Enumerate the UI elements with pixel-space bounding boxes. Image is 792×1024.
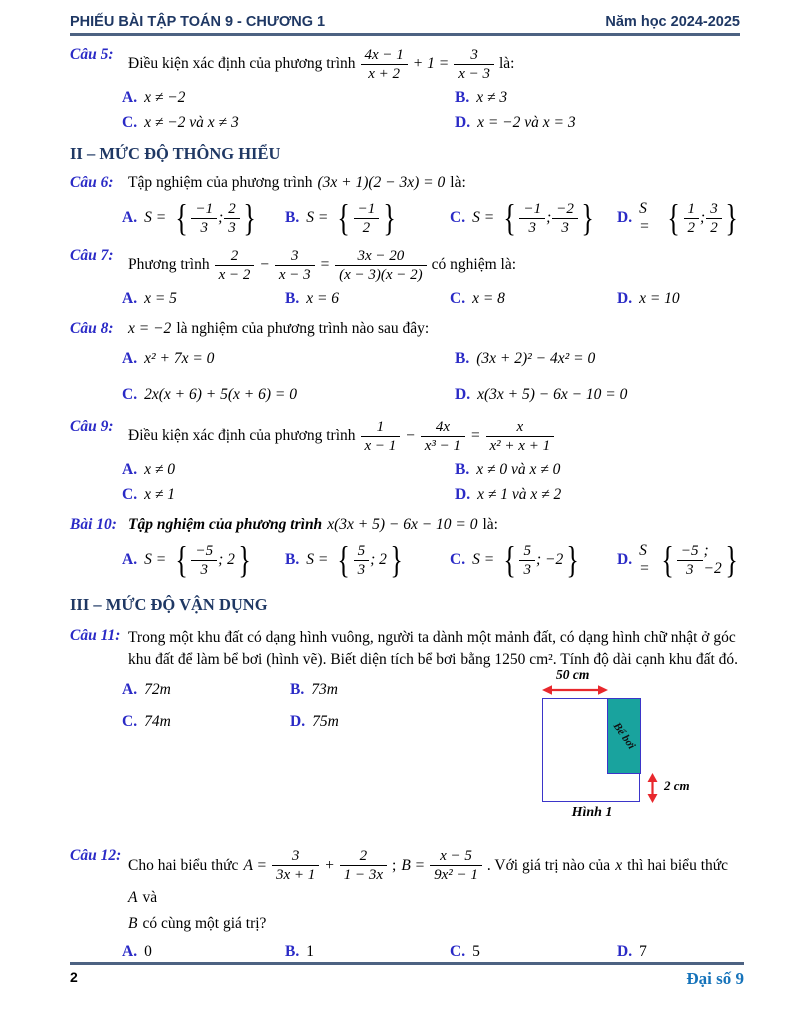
pool-rect [607, 698, 641, 774]
fraction: $\frac{2}{1 - 3x}$ [340, 847, 387, 884]
option-b: B. x = 6 [285, 289, 340, 307]
option-c: C. S = { $\frac{-1}{3}$ ; $\frac{-2}{3}$ } [450, 196, 594, 239]
question-8-options [122, 350, 740, 404]
question-8-text: x = −2 là nghiệm của phương trình nào sau đây: [128, 319, 430, 337]
question-11-bottom [70, 667, 740, 839]
question-6-options [122, 196, 740, 239]
land-square [542, 698, 640, 802]
question-5-label: Câu 5: [70, 45, 114, 63]
question-7-label: Câu 7: [70, 246, 114, 264]
width-arrow-icon [542, 684, 608, 696]
header-school-year: Năm học 2024-2025 [605, 14, 740, 30]
footer-subject: Đại số 9 [686, 968, 744, 988]
option-d: D. 75m [290, 713, 339, 731]
question-12 [70, 847, 740, 933]
question-7-options [122, 290, 740, 308]
question-11-options [122, 681, 522, 731]
question-11-label: Câu 11: [70, 626, 121, 644]
question-6-label: Câu 6: [70, 173, 114, 191]
question-12-options [122, 943, 740, 961]
question-10-text: Tập nghiệm của phương trình x(3x + 5) − 6x − 10 = 0 là: [128, 515, 498, 533]
fraction: $\frac{x - 5}{\text{9x² − 1}}$ [430, 847, 482, 884]
option-d: D. S = { $\frac{-5}{3}$ ; −2 } [617, 538, 738, 581]
question-10 [70, 516, 740, 534]
question-11 [70, 627, 740, 672]
question-12-label: Câu 12: [70, 847, 122, 865]
question-5 [70, 46, 740, 83]
question-7 [70, 247, 740, 284]
page-header [70, 14, 740, 30]
option-d: D. x(3x + 5) − 6x − 10 = 0 [455, 385, 628, 403]
section-heading-3: III – MỨC ĐỘ VẬN DỤNG [70, 594, 268, 614]
figure-hinh-1 [542, 667, 752, 827]
option-b: B. (3x + 2)² − 4x² = 0 [455, 349, 596, 367]
option-a: A. 72m [122, 681, 171, 699]
question-9-text: Điều kiện xác định của phương trình $\frac{1}{x - 1}$ − $\frac{4x}{\text{x³ − 1}}$ = $\frac{x}{\text{x² + x + 1}}$ [128, 418, 740, 455]
pool-label: Bể bơi [610, 720, 637, 752]
fraction: $\frac{1}{x - 1}$ [361, 418, 401, 455]
option-c: C. 2x(x + 6) + 5(x + 6) = 0 [122, 385, 297, 403]
header-title: PHIẾU BÀI TẬP TOÁN 9 - CHƯƠNG 1 [70, 14, 326, 30]
option-a: A. S = { $\frac{-1}{3}$ ; $\frac{2}{3}$ } [122, 196, 256, 239]
question-10-options [122, 538, 740, 581]
figure-height-label: 2 cm [664, 778, 690, 794]
option-d: D. x = −2 và x = 3 [455, 113, 576, 131]
header-rule [70, 33, 740, 36]
question-6 [70, 174, 740, 192]
option-b: B. 1 [285, 943, 314, 961]
option-c: C. S = { $\frac{5}{3}$ ; −2 } [450, 538, 580, 581]
page-footer [70, 962, 744, 989]
question-7-text: Phương trình $\frac{2}{x - 2}$ − $\frac{3}{x - 3}$ = $\frac{3x - 20}{(x - 3)(x - 2)}$ có nghiệm là: [128, 247, 517, 283]
height-arrow-icon [646, 773, 659, 803]
question-11-text: Trong một khu đất có dạng hình vuông, người ta dành một mảnh đất, có dạng hình chữ nhật ở góc khu đất để làm bể bơi (hình vẽ). Biết diện tích bể bơi bằng 1250 cm². Tính độ dài cạnh khu đất đó. [128, 628, 739, 668]
question-9-options [122, 461, 740, 504]
question-8 [70, 320, 740, 338]
question-8-label: Câu 8: [70, 319, 114, 337]
fraction: $\frac{4x}{\text{x³ − 1}}$ [421, 418, 465, 455]
option-c: C. x ≠ 1 [122, 485, 175, 503]
page-number: 2 [70, 968, 78, 985]
option-b: B. x ≠ 3 [455, 88, 508, 106]
option-a: A. 0 [122, 943, 152, 961]
option-d: D. 7 [617, 943, 647, 961]
option-a: A. x ≠ 0 [122, 460, 175, 478]
option-a: A. x = 5 [122, 289, 177, 307]
fraction: $\frac{4x - 1}{x + 2}$ [361, 46, 408, 83]
option-a: A. S = { $\frac{-5}{3}$ ; 2 } [122, 538, 251, 581]
figure-width-label: 50 cm [556, 667, 590, 683]
option-b: B. S = { $\frac{5}{3}$ ; 2 } [285, 538, 403, 581]
option-c: C. x ≠ −2 và x ≠ 3 [122, 113, 239, 131]
option-d: D. x ≠ 1 và x ≠ 2 [455, 485, 562, 503]
option-c: C. x = 8 [450, 289, 505, 307]
option-b: B. 73m [290, 681, 338, 699]
question-5-text: Điều kiện xác định của phương trình $\frac{4x - 1}{x + 2}$ + 1 = $\frac{3}{x - 3}$ là: [128, 46, 515, 82]
question-9-label: Câu 9: [70, 417, 114, 435]
question-12-text: Cho hai biểu thức A = $\frac{3}{3x + 1}$ + $\frac{2}{1 - 3x}$ ; B = $\frac{x - 5}{\text{9x² − 1}}$ . Với giá trị nào của x thì hai biểu thức A và B có cùng một giá trị? [128, 848, 729, 933]
figure-caption: Hình 1 [571, 805, 613, 821]
option-c: C. 5 [450, 943, 480, 961]
question-6-text: Tập nghiệm của phương trình (3x + 1)(2 − 3x) = 0 là: [128, 173, 466, 191]
option-a: A. x² + 7x = 0 [122, 349, 215, 367]
option-c: C. 74m [122, 713, 171, 731]
option-d: D. x = 10 [617, 289, 680, 307]
question-5-options [122, 89, 740, 132]
section-heading-2: II – MỨC ĐỘ THÔNG HIỂU [70, 143, 281, 163]
option-d: D. S = { $\frac{1}{2}$ ; $\frac{3}{2}$ } [617, 196, 738, 239]
footer-rule [70, 962, 744, 965]
option-b: B. x ≠ 0 và x ≠ 0 [455, 460, 561, 478]
fraction: $\frac{2}{x - 2}$ [215, 247, 255, 284]
fraction: $\frac{3}{x - 3}$ [454, 46, 494, 83]
fraction: $\frac{3x - 20}{(x - 3)(x - 2)}$ [335, 247, 427, 284]
question-10-label: Bài 10: [70, 515, 117, 533]
fraction: $\frac{3}{x - 3}$ [275, 247, 315, 284]
question-9 [70, 418, 740, 455]
option-a: A. x ≠ −2 [122, 88, 186, 106]
option-b: B. S = { $\frac{-1}{2}$ } [285, 196, 397, 239]
fraction: $\frac{3}{3x + 1}$ [272, 847, 319, 884]
fraction: $\frac{x}{\text{x² + x + 1}}$ [486, 418, 555, 455]
